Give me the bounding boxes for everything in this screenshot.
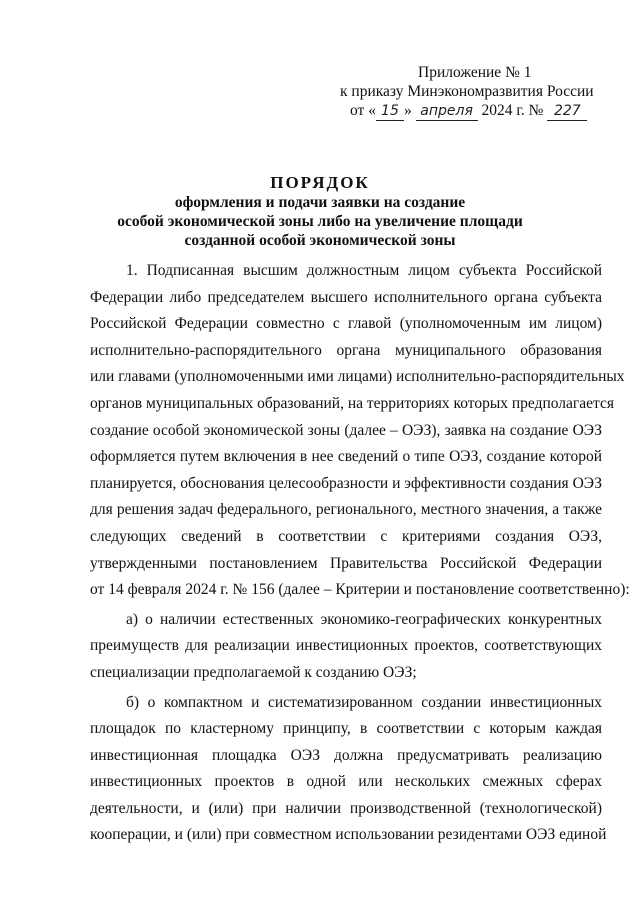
text-line: преимуществ для реализации инвестиционных проектов, соответствующих (90, 637, 602, 655)
date-year: 2024 г. № (477, 102, 548, 119)
text-line: а) о наличии естественных экономико-географических конкурентных (126, 610, 602, 628)
text-line: деятельности, и (или) при наличии производственной (технологической) (90, 799, 602, 817)
order-date-line (350, 101, 587, 121)
paragraph-1b (90, 690, 607, 850)
text-line: исполнительно-распорядительного органа муниципального образования (90, 341, 602, 359)
title-sub-line-2: особой экономической зоны либо на увеличение площади (117, 213, 523, 230)
text-line: специализации предполагаемой к созданию ОЭЗ; (90, 663, 417, 681)
handwritten-month: апреля (416, 103, 478, 121)
title-main: ПОРЯДОК (270, 173, 370, 192)
text-line: для решения задач федерального, регионального, местного значения, а также (90, 501, 602, 519)
text-line: Федерации либо председателем высшего исполнительного органа субъекта (90, 288, 602, 306)
text-line: органов муниципальных образований, на территориях которых предполагается (90, 394, 615, 412)
handwritten-day: 15 (376, 103, 404, 121)
text-line: утвержденными постановлением Правительства Российской Федерации (90, 554, 602, 572)
text-line: площадок по кластерному принципу, в соответствии с которым каждая (90, 720, 602, 738)
text-line: или главами (уполномоченными ими лицами) исполнительно-распорядительных (90, 368, 625, 386)
document-body (90, 258, 630, 849)
text-line: инвестиционная площадка ОЭЗ должна предусматривать реализацию (90, 746, 602, 764)
text-line: планируется, обоснования целесообразности и эффективности создания ОЭЗ (90, 474, 602, 492)
text-line: кооперации, и (или) при совместном использовании резидентами ОЭЗ единой (90, 826, 607, 844)
paragraph-1a (90, 607, 602, 687)
appendix-number: Приложение № 1 (418, 64, 532, 81)
title-sub-line-1: оформления и подачи заявки на создание (174, 194, 466, 211)
text-line: Российской Федерации совместно с главой (уполномоченным им лицом) (90, 315, 602, 333)
title-sub-line-3: созданной особой экономической зоны (184, 232, 456, 249)
date-close: » (403, 102, 416, 119)
order-reference: к приказу Минэкономразвития России (340, 83, 594, 100)
date-prefix: от « (350, 102, 376, 119)
handwritten-number: 227 (547, 103, 587, 121)
text-line: 1. Подписанная высшим должностным лицом субъекта Российской (126, 262, 602, 279)
text-line: оформляется путем включения в нее сведений о типе ОЭЗ, создание которой (90, 448, 602, 466)
document-title (0, 173, 640, 250)
paragraph-1 (90, 258, 630, 604)
text-line: б) о компактном и систематизированном создании инвестиционных (126, 693, 602, 711)
text-line: от 14 февраля 2024 г. № 156 (далее – Критерии и постановление соответственно): (90, 581, 630, 599)
text-line: инвестиционных проектов в одной или нескольких смежных сферах (90, 773, 602, 791)
text-line: создание особой экономической зоны (далее – ОЭЗ), заявка на создание ОЭЗ (90, 421, 602, 439)
text-line: следующих сведений в соответствии с критериями создания ОЭЗ, (90, 527, 602, 545)
